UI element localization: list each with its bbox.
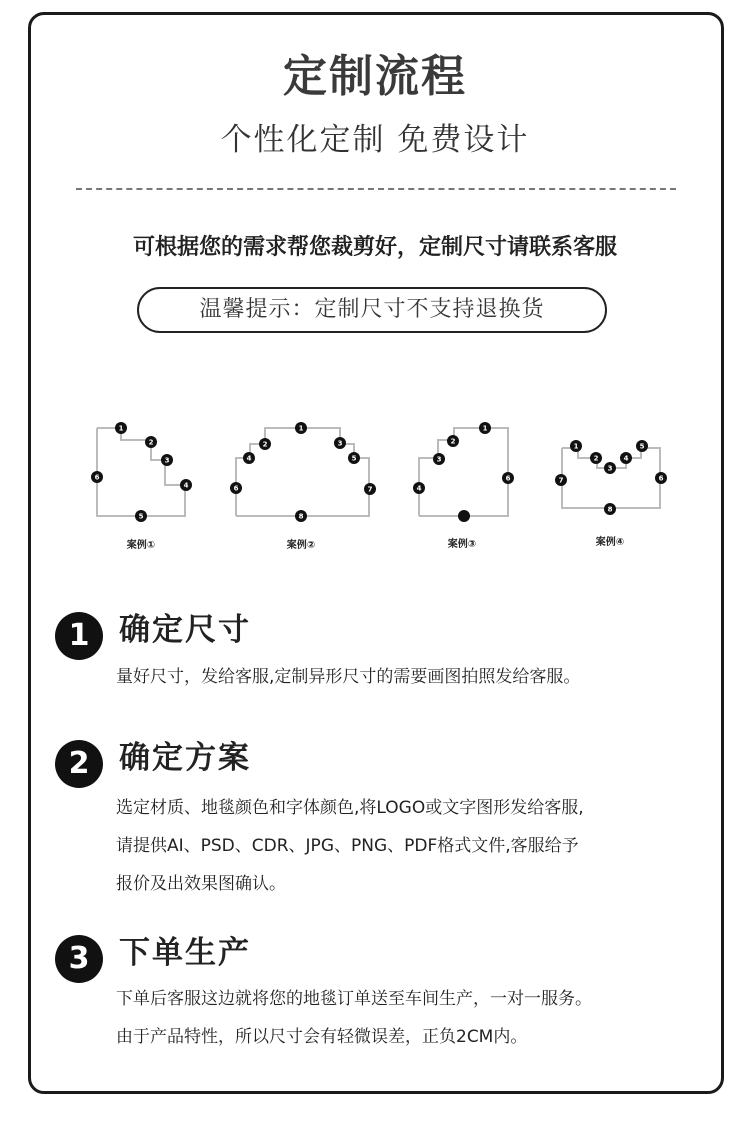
svg-text:3: 3	[164, 456, 170, 465]
step-2-number-badge: 2	[55, 740, 103, 788]
case-3-diagram	[413, 422, 514, 550]
step-1-number-badge: 1	[55, 612, 103, 660]
svg-text:6: 6	[505, 474, 511, 483]
step-3-line: 下单后客服这边就将您的地毯订单送至车间生产，一对一服务。	[116, 989, 592, 1009]
case-4-outline	[562, 448, 660, 508]
svg-text:7: 7	[558, 476, 564, 485]
case-2-outline	[233, 428, 369, 516]
svg-text:8: 8	[298, 512, 304, 521]
step-2-line: 请提供AI、PSD、CDR、JPG、PNG、PDF格式文件,客服给予	[116, 836, 579, 856]
svg-text:3: 3	[436, 455, 442, 464]
svg-text:3: 3	[337, 439, 343, 448]
svg-text:1: 1	[573, 442, 579, 451]
case-3-label: 案例③	[447, 539, 477, 550]
case-1-markers	[91, 422, 192, 522]
page-title: 定制流程	[283, 51, 467, 102]
step-2-line: 选定材质、地毯颜色和字体颜色,将LOGO或文字图形发给客服,	[116, 798, 584, 818]
case-diagrams	[0, 400, 750, 570]
svg-text:4: 4	[416, 484, 422, 493]
svg-text:5: 5	[138, 512, 144, 521]
case-1-diagram	[91, 422, 192, 551]
svg-text:4: 4	[183, 481, 189, 490]
step-2-body	[116, 789, 584, 903]
case-2-label: 案例②	[286, 540, 316, 551]
step-2-title: 确定方案	[119, 740, 251, 776]
svg-text:2: 2	[262, 440, 268, 449]
svg-text:4: 4	[246, 454, 252, 463]
case-2-markers	[230, 422, 376, 522]
svg-text:5: 5	[351, 454, 357, 463]
step-3-body	[116, 980, 592, 1056]
svg-text:2: 2	[450, 437, 456, 446]
page-subtitle: 个性化定制 免费设计	[220, 122, 530, 158]
svg-text:1: 1	[482, 424, 488, 433]
intro-text: 可根据您的需求帮您裁剪好，定制尺寸请联系客服	[132, 235, 617, 260]
dashed-divider	[76, 188, 676, 190]
step-2-line: 报价及出效果图确认。	[116, 874, 286, 894]
step-1-line: 量好尺寸，发给客服,定制异形尺寸的需要画图拍照发给客服。	[116, 667, 581, 687]
svg-text:2: 2	[148, 438, 154, 447]
case-4-diagram	[555, 440, 667, 548]
svg-text:7: 7	[367, 485, 373, 494]
svg-text:2: 2	[593, 454, 599, 463]
case-4-label: 案例④	[595, 537, 625, 548]
case-1-label: 案例①	[126, 540, 156, 551]
svg-text:6: 6	[233, 484, 239, 493]
case-4-markers	[555, 440, 667, 515]
svg-text:1: 1	[118, 424, 124, 433]
case-3-outline	[416, 428, 508, 516]
step-3-line: 由于产品特性，所以尺寸会有轻微误差，正负2CM内。	[116, 1027, 528, 1047]
svg-text:5: 5	[639, 442, 645, 451]
step-1-title: 确定尺寸	[119, 612, 251, 648]
step-3-number-badge: 3	[55, 935, 103, 983]
svg-text:6: 6	[94, 473, 100, 482]
svg-text:3: 3	[607, 464, 613, 473]
svg-text:6: 6	[658, 474, 664, 483]
step-1-body	[116, 658, 580, 696]
notice-pill: 温馨提示：定制尺寸不支持退换货	[137, 287, 607, 333]
case-2-diagram	[230, 422, 376, 551]
case-3-markers	[413, 422, 514, 522]
step-3-title: 下单生产	[119, 935, 251, 971]
svg-text:8: 8	[607, 505, 613, 514]
case-1-outline	[94, 428, 185, 516]
svg-text:1: 1	[298, 424, 304, 433]
svg-text:4: 4	[623, 454, 629, 463]
